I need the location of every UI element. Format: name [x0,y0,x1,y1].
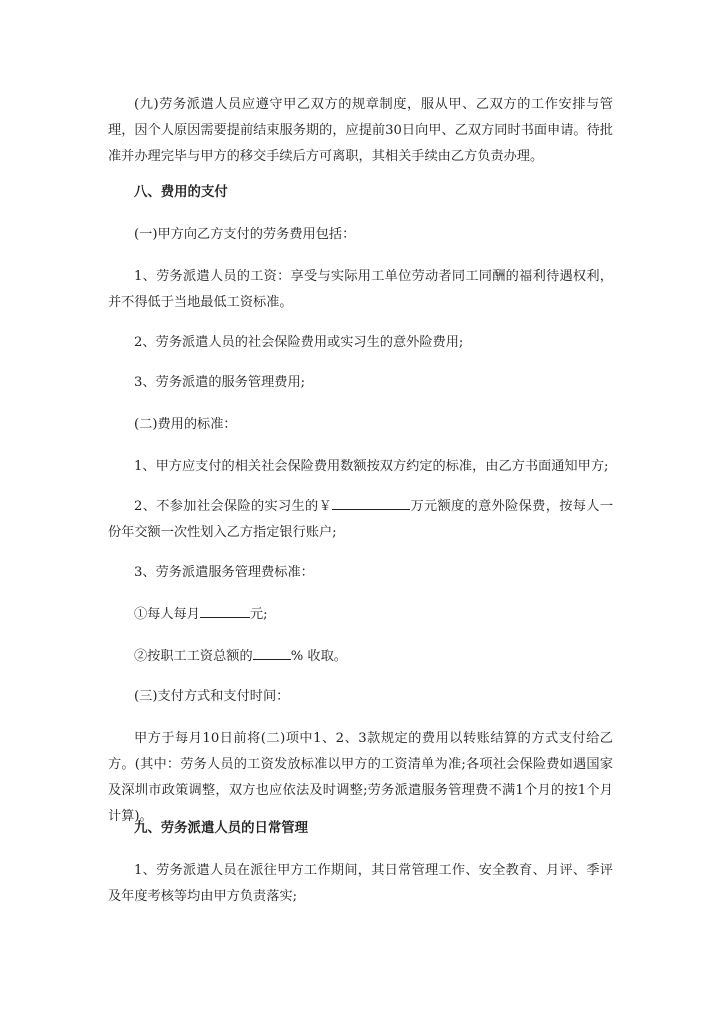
item-2-3: 3、劳务派遣服务管理费标准： [134,565,314,580]
payment-terms: 甲方于每月10日前将(二)项中1、2、3款规定的费用以转账结算的方式支付给乙方。(其中：劳务人员的工资发放标准以甲方的工资清单为准;各项社会保险费如遇国家及深圳市政策调整，双方也应依法及时调整;劳务派遣服务管理费不满1个月的按1个月计算)。 [108,731,613,824]
item-2-2 [108,494,613,546]
paragraph-clause-9: (九)劳务派遣人员应遵守甲乙双方的规章制度，服从甲、乙双方的工作安排与管理，因个人原因需要提前结束服务期的，应提前30日向甲、乙双方同时书面申请。待批准并办理完毕与甲方的移交手续后方可离职，其相关手续由乙方负责办理。 [108,97,613,164]
item-2-3-2-text-b: % 收取。 [290,649,347,664]
item-2-3-2 [108,644,613,670]
item-2-2-text-b: 万元额度的意外险保费，按每人一份年交额一次性划入乙方指定银行账户; [108,499,614,540]
item-2-1: 1、甲方应支付的相关社会保险费用数额按双方约定的标准，由乙方书面通知甲方; [134,459,609,474]
item-2-3-2-text-a: ②按职工工资总额的 [134,649,253,664]
insurance-amount-blank [332,494,410,510]
item-2-3-1-text-a: ①每人每月 [134,607,200,622]
item-2-2-text-a: 2、不参加社会保险的实习生的￥ [134,499,333,514]
item-1-1: 1、劳务派遣人员的工资：享受与实际用工单位劳动者同工同酬的福利待遇权利，并不得低于当地最低工资标准。 [108,269,613,310]
subsection-2: (二)费用的标准： [134,417,237,432]
item-1-2: 2、劳务派遣人员的社会保险费用或实习生的意外险费用; [134,335,464,350]
section-heading-9: 九、劳务派遣人员的日常管理 [134,821,309,836]
subsection-3: (三)支付方式和支付时间： [134,689,290,704]
item-2-3-1 [108,602,613,628]
item-2-3-1-text-b: 元; [249,607,268,622]
item-9-1: 1、劳务派遣人员在派往甲方工作期间，其日常管理工作、安全教育、月评、季评及年度考核等均由甲方负责落实; [108,863,613,904]
subsection-1: (一)甲方向乙方支付的劳务费用包括： [134,227,356,242]
percentage-blank [253,644,291,660]
monthly-fee-blank [200,602,250,618]
item-1-3: 3、劳务派遣的服务管理费用; [134,375,306,390]
section-heading-8: 八、费用的支付 [134,185,228,200]
